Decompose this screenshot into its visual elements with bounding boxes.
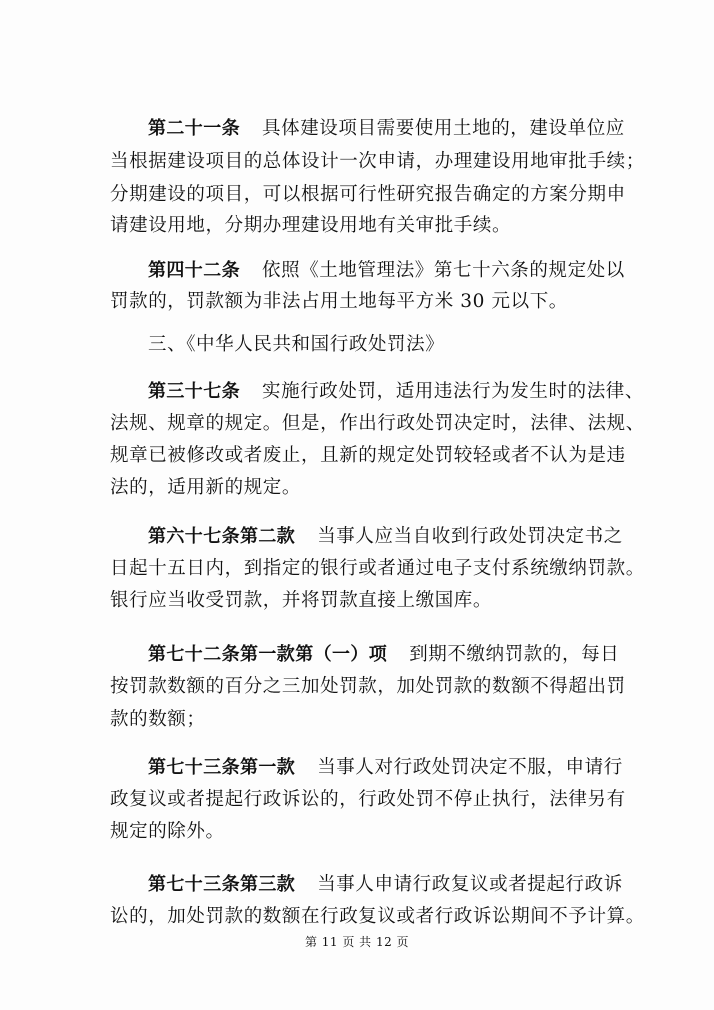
article-label: 第七十二条第一款第（一）项 bbox=[148, 644, 388, 665]
article-label: 第四十二条 bbox=[148, 260, 240, 281]
paragraph-line: 法的，适用新的规定。 bbox=[110, 477, 302, 498]
paragraph-line bbox=[148, 643, 650, 667]
paragraph-line: 按罚款数额的百分之三加处罚款，加处罚款的数额不得超出罚 bbox=[110, 676, 626, 697]
paragraph-line: 日起十五日内，到指定的银行或者通过电子支付系统缴纳罚款。 bbox=[110, 558, 645, 579]
article-label: 第二十一条 bbox=[148, 118, 240, 139]
article-text: 当事人对行政处罚决定不服，申请行 bbox=[317, 757, 623, 778]
paragraph-line bbox=[148, 380, 650, 404]
paragraph-line: 规章已被修改或者废止，且新的规定处罚较轻或者不认为是违 bbox=[110, 445, 626, 466]
paragraph-line bbox=[148, 117, 650, 141]
paragraph-line: 罚款的，罚款额为非法占用土地每平方米 30 元以下。 bbox=[110, 291, 568, 312]
article-text: 当事人应当自收到行政处罚决定书之 bbox=[317, 526, 623, 547]
article-label: 第七十三条第一款 bbox=[148, 757, 296, 778]
paragraph-line bbox=[148, 259, 650, 283]
page-number-footer: 第 11 页 共 12 页 bbox=[304, 935, 410, 949]
paragraph-line: 规定的除外。 bbox=[110, 821, 225, 842]
paragraph-line: 款的数额； bbox=[110, 709, 206, 730]
paragraph-line: 法规、规章的规定。但是，作出行政处罚决定时，法律、法规、 bbox=[110, 413, 645, 434]
paragraph-line: 银行应当收受罚款，并将罚款直接上缴国库。 bbox=[110, 590, 493, 611]
paragraph-line: 讼的，加处罚款的数额在行政复议或者行政诉讼期间不予计算。 bbox=[110, 906, 645, 927]
paragraph-line bbox=[148, 756, 650, 780]
article-text: 到期不缴纳罚款的，每日 bbox=[409, 644, 620, 665]
paragraph-line: 分期建设的项目，可以根据可行性研究报告确定的方案分期申 bbox=[110, 184, 626, 205]
paragraph-line: 政复议或者提起行政诉讼的，行政处罚不停止执行，法律另有 bbox=[110, 789, 626, 810]
article-text: 具体建设项目需要使用土地的，建设单位应 bbox=[262, 118, 625, 139]
paragraph-line bbox=[148, 525, 650, 549]
article-label: 第七十三条第三款 bbox=[148, 874, 296, 895]
paragraph-line bbox=[148, 873, 650, 897]
article-label: 第六十七条第二款 bbox=[148, 526, 296, 547]
article-label: 第三十七条 bbox=[148, 381, 240, 402]
paragraph-line: 请建设用地，分期办理建设用地有关审批手续。 bbox=[110, 215, 512, 236]
paragraph-line: 当根据建设项目的总体设计一次申请，办理建设用地审批手续； bbox=[110, 151, 645, 172]
article-text: 实施行政处罚，适用违法行为发生时的法律、 bbox=[262, 381, 645, 402]
article-text: 当事人申请行政复议或者提起行政诉 bbox=[317, 874, 623, 895]
article-text: 依照《土地管理法》第七十六条的规定处以 bbox=[262, 260, 625, 281]
section-heading: 三、《中华人民共和国行政处罚法》 bbox=[148, 334, 445, 355]
